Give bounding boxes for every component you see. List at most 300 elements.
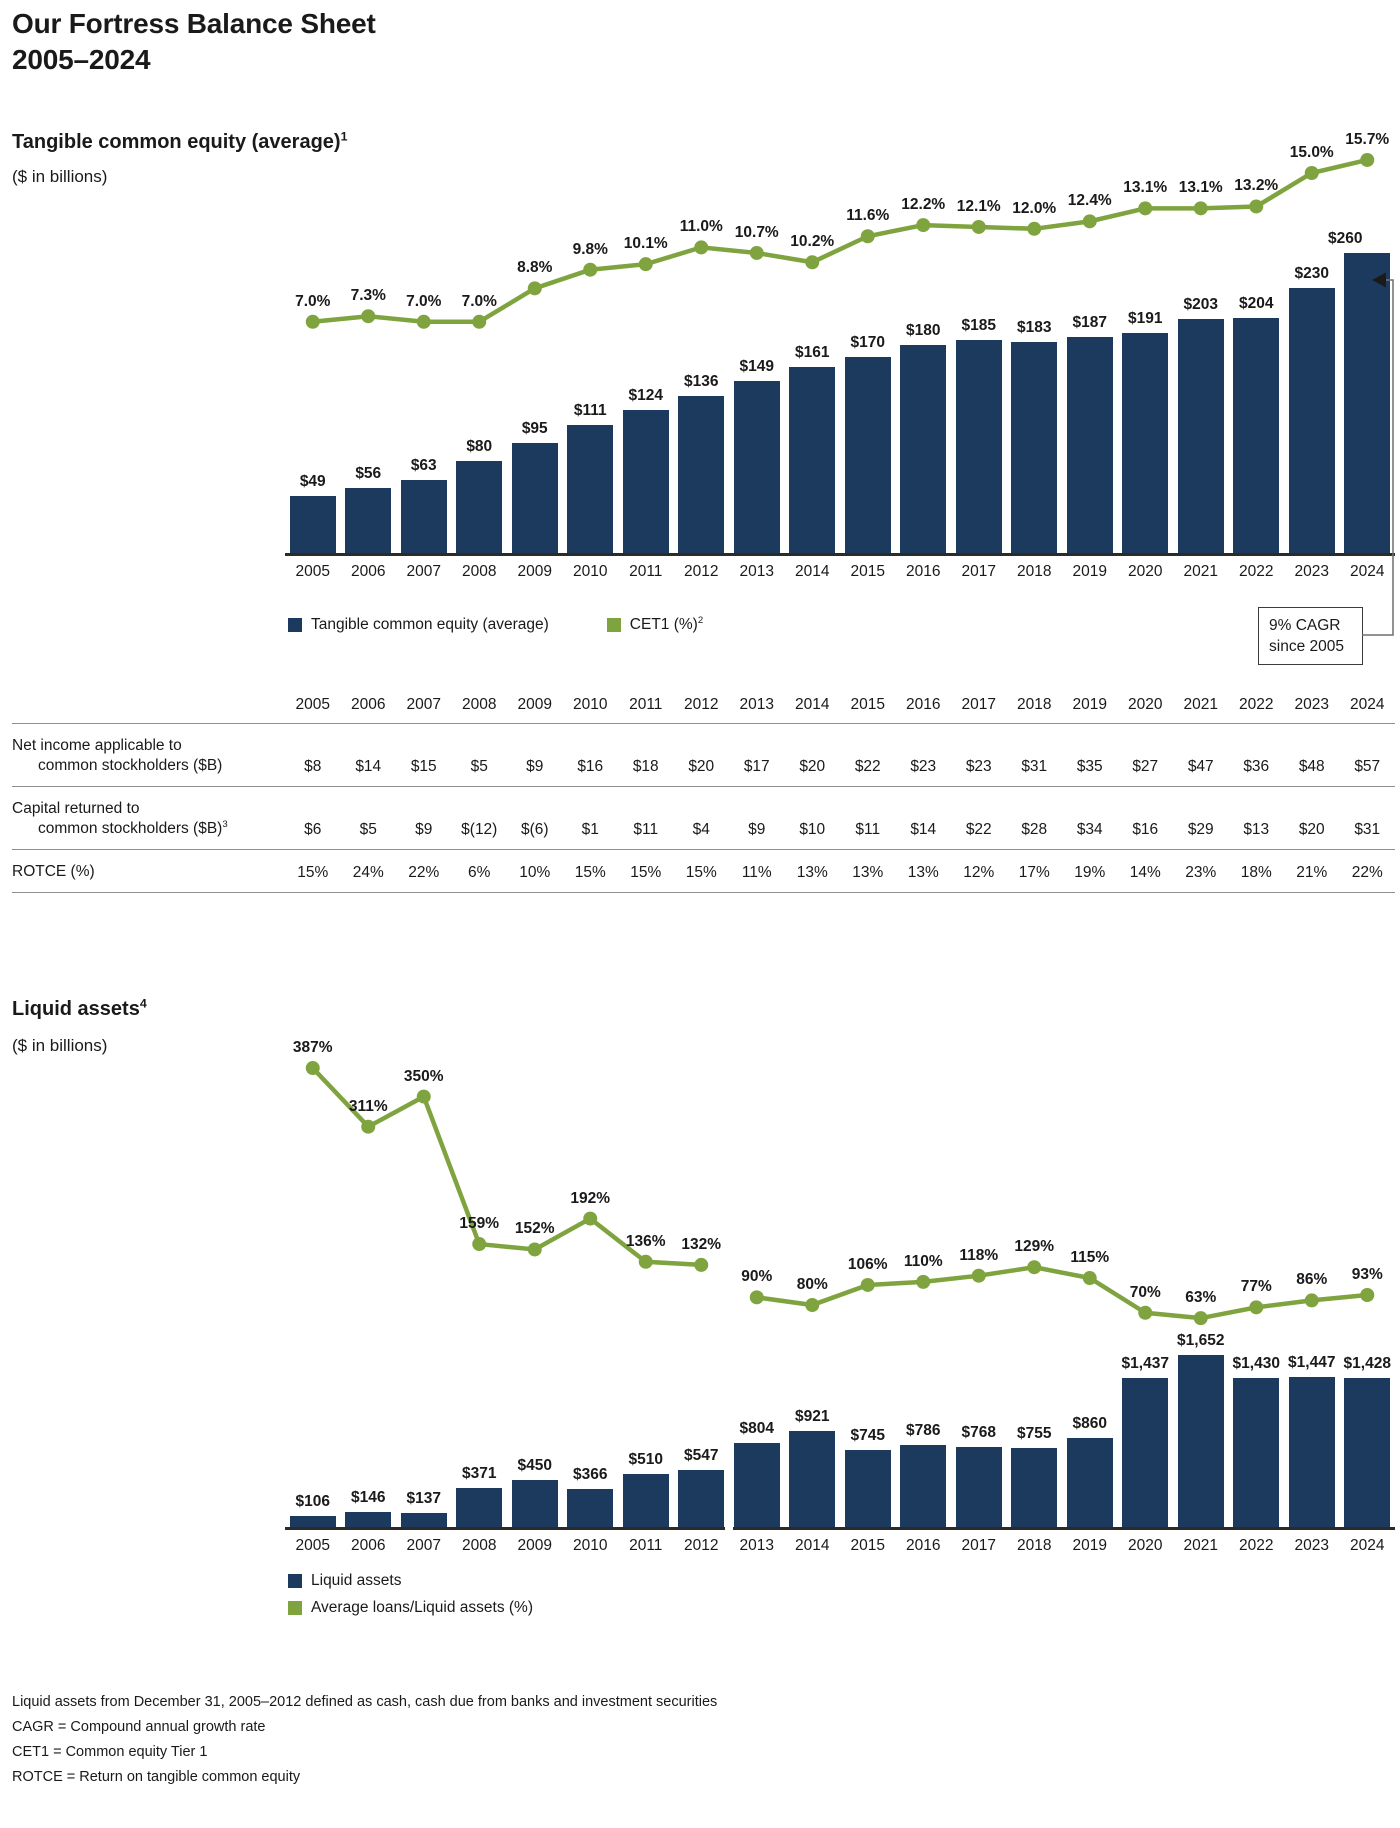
- bar-value-label: $260: [1328, 230, 1363, 247]
- trend-line-point: [528, 1242, 542, 1256]
- table-value-cell: $47: [1187, 758, 1214, 775]
- bar-value-label: $371: [462, 1465, 497, 1483]
- bar-2014: [789, 1431, 835, 1527]
- table-value-cell: $22: [965, 821, 992, 838]
- table-value-cell: 10%: [519, 864, 551, 881]
- bar-2007: [401, 1513, 447, 1527]
- table-year-header: 2006: [351, 696, 386, 713]
- table-row-label: [12, 724, 285, 786]
- bar-2018: [1011, 1448, 1057, 1527]
- table-value-cell: 13%: [796, 864, 828, 881]
- bar-2011: [623, 410, 669, 553]
- tce-chart: [285, 130, 1395, 580]
- trend-line-point: [750, 1290, 764, 1304]
- footnote-line: Liquid assets from December 31, 2005–2012 defined as cash, cash due from banks and investment securities: [12, 1694, 718, 1710]
- bar-value-label: $183: [1017, 318, 1052, 336]
- line-value-label: 77%: [1240, 1278, 1272, 1296]
- table-year-header: 2014: [795, 696, 830, 713]
- table-value-cell: $20: [1298, 821, 1325, 838]
- table-value-cell: $20: [799, 758, 826, 775]
- table-value-cell: $36: [1243, 758, 1270, 775]
- table-value-cell: $9: [526, 758, 544, 775]
- table-value-cell: $13: [1243, 821, 1270, 838]
- trend-line-point: [972, 1269, 986, 1283]
- bar-value-label: $187: [1072, 314, 1107, 332]
- table-value-cell: 22%: [1351, 864, 1383, 881]
- table-year-header: 2007: [406, 696, 441, 713]
- trend-line-point: [1305, 166, 1319, 180]
- year-label: 2006: [351, 563, 386, 580]
- table-value-cell: 15%: [574, 864, 606, 881]
- year-label: 2008: [462, 1537, 497, 1554]
- bar-value-label: $1,430: [1232, 1355, 1280, 1373]
- table-row: [12, 850, 1395, 893]
- bar-2012: [678, 1470, 724, 1527]
- table-value-cell: 22%: [408, 864, 440, 881]
- trend-line-point: [1360, 1288, 1374, 1302]
- table-value-cell: $6: [304, 821, 322, 838]
- bar-2013: [734, 1443, 780, 1527]
- bar-value-label: $547: [684, 1447, 719, 1465]
- table-value-cell: $48: [1298, 758, 1325, 775]
- legend-swatch-icon: [607, 618, 621, 632]
- x-axis-line: [285, 1527, 725, 1530]
- bar-2005: [290, 1516, 336, 1527]
- bar-2015: [845, 357, 891, 553]
- table-value-cell: $34: [1076, 821, 1103, 838]
- bar-2009: [512, 443, 558, 553]
- cagr-callout-line1: 9% CAGR: [1269, 617, 1341, 634]
- liquid-assets-chart: [285, 1039, 1395, 1554]
- line-value-label: 10.2%: [790, 233, 835, 251]
- bar-value-label: $1,437: [1121, 1354, 1169, 1372]
- x-axis-line: [285, 553, 1395, 556]
- line-value-label: 12.4%: [1067, 192, 1112, 210]
- table-value-cell: $23: [910, 758, 937, 775]
- table-value-cell: 13%: [907, 864, 939, 881]
- year-label: 2007: [406, 563, 441, 580]
- line-value-label: 387%: [292, 1039, 333, 1057]
- table-row: [12, 787, 1395, 850]
- trend-line-point: [972, 220, 986, 234]
- footnote-line: CAGR = Compound annual growth rate: [12, 1719, 266, 1735]
- year-label: 2019: [1072, 1537, 1107, 1554]
- bar-2005: [290, 496, 336, 553]
- table-value-cell: $14: [355, 758, 382, 775]
- bar-value-label: $136: [684, 373, 719, 391]
- trend-line-point: [1194, 1311, 1208, 1325]
- table-value-cell: $16: [577, 758, 604, 775]
- trend-line-point: [639, 257, 653, 271]
- bar-value-label: $106: [295, 1492, 330, 1510]
- year-label: 2023: [1294, 563, 1329, 580]
- table-row-label-line1: Capital returned to: [12, 800, 140, 817]
- table-value-cell: $31: [1021, 758, 1048, 775]
- cagr-arrow-icon: [1372, 273, 1386, 288]
- table-value-cell: $(6): [520, 821, 549, 838]
- footnotes: [12, 1690, 717, 1790]
- bar-value-label: $137: [406, 1489, 441, 1507]
- line-value-label: 129%: [1014, 1238, 1055, 1256]
- table-value-cell: 19%: [1074, 864, 1106, 881]
- bar-2022: [1233, 1378, 1279, 1527]
- trend-line-point: [306, 315, 320, 329]
- bar-value-label: $63: [410, 457, 437, 475]
- table-value-cell: $4: [692, 821, 710, 838]
- table-year-header: 2010: [573, 696, 608, 713]
- trend-line-point: [1027, 1260, 1041, 1274]
- line-value-label: 80%: [796, 1276, 828, 1294]
- section-liquid-units: ($ in billions): [12, 1036, 108, 1055]
- year-label: 2021: [1183, 563, 1218, 580]
- trend-line-point: [639, 1255, 653, 1269]
- trend-line-point: [694, 240, 708, 254]
- bar-2020: [1122, 333, 1168, 553]
- trend-line-point: [916, 218, 930, 232]
- bar-value-label: $49: [299, 473, 326, 491]
- trend-line-point: [1305, 1293, 1319, 1307]
- bar-value-label: $786: [906, 1422, 941, 1440]
- legend-label: CET1 (%)$^2$: [629, 614, 704, 633]
- bar-2013: [734, 381, 780, 553]
- year-label: 2019: [1072, 563, 1107, 580]
- bar-value-label: $366: [573, 1465, 608, 1483]
- table-value-cell: 24%: [352, 864, 384, 881]
- table-value-cell: $11: [633, 821, 659, 838]
- line-value-label: 13.2%: [1234, 177, 1279, 195]
- table-value-cell: $14: [910, 821, 937, 838]
- year-label: 2005: [295, 563, 330, 580]
- line-value-label: 136%: [625, 1232, 666, 1250]
- bar-2021: [1178, 1355, 1224, 1527]
- x-axis-line: [733, 1527, 1395, 1530]
- line-value-label: 7.0%: [295, 292, 331, 310]
- year-label: 2014: [795, 563, 830, 580]
- table-value-cell: $57: [1354, 758, 1381, 775]
- bar-value-label: $56: [355, 465, 382, 483]
- line-value-label: 93%: [1351, 1266, 1383, 1283]
- table-value-cell: $1: [581, 821, 599, 838]
- bar-2023: [1289, 1377, 1335, 1527]
- bar-value-label: $768: [961, 1424, 996, 1442]
- table-value-cell: 15%: [685, 864, 717, 881]
- legend-swatch-icon: [288, 618, 302, 632]
- table-value-cell: $22: [854, 758, 881, 775]
- table-value-cell: $15: [410, 758, 437, 775]
- bar-2017: [956, 340, 1002, 553]
- line-value-label: 7.0%: [461, 292, 497, 310]
- bar-2024: [1344, 1378, 1390, 1527]
- trend-line-point: [916, 1275, 930, 1289]
- table-year-header: 2005: [295, 696, 330, 713]
- table-year-header: 2022: [1239, 696, 1274, 713]
- line-value-label: 106%: [847, 1255, 888, 1273]
- line-value-label: 15.0%: [1289, 144, 1334, 161]
- legend-swatch-icon: [288, 1601, 302, 1615]
- table-header-row: [12, 690, 1395, 724]
- bar-2006: [345, 488, 391, 553]
- line-value-label: 159%: [459, 1215, 500, 1233]
- table-value-cell: 14%: [1129, 864, 1161, 881]
- year-label: 2020: [1128, 563, 1163, 580]
- table-value-cell: 18%: [1240, 864, 1272, 881]
- bar-2019: [1067, 1438, 1113, 1527]
- bar-2008: [456, 1488, 502, 1527]
- trend-line-point: [1138, 1306, 1152, 1320]
- table-value-cell: 21%: [1296, 864, 1328, 881]
- page-title-line2: 2005–2024: [12, 44, 151, 75]
- bar-2012: [678, 396, 724, 553]
- legend-item-tangible-common-equity-average: [288, 616, 549, 634]
- line-value-label: 115%: [1070, 1249, 1110, 1267]
- liquid-assets-chart-legend: [288, 1572, 533, 1617]
- table-year-header: 2013: [739, 696, 774, 713]
- bar-value-label: $450: [517, 1457, 552, 1475]
- table-row-label-line2: common stockholders ($B): [38, 757, 223, 774]
- bar-2014: [789, 367, 835, 553]
- table-value-cell: $9: [748, 821, 766, 838]
- bar-value-label: $161: [795, 344, 830, 362]
- table-value-cell: $35: [1076, 758, 1103, 775]
- table-value-cell: 15%: [297, 864, 329, 881]
- line-value-label: 192%: [570, 1189, 611, 1207]
- bar-2015: [845, 1450, 891, 1527]
- bar-value-label: $185: [961, 316, 996, 334]
- table-year-header: 2012: [684, 696, 719, 713]
- bar-value-label: $230: [1294, 264, 1329, 282]
- trend-line-point: [361, 309, 375, 323]
- table-year-header: 2017: [961, 696, 996, 713]
- bar-2021: [1178, 319, 1224, 553]
- line-value-label: 70%: [1129, 1283, 1161, 1301]
- line-value-label: 13.1%: [1123, 179, 1168, 197]
- year-label: 2020: [1128, 1537, 1163, 1554]
- year-label: 2009: [517, 1537, 552, 1554]
- table-value-cell: 12%: [963, 864, 995, 881]
- bar-2016: [900, 1445, 946, 1527]
- line-value-label: 152%: [514, 1220, 555, 1238]
- trend-line-point: [1083, 1271, 1097, 1285]
- year-label: 2011: [629, 1537, 663, 1554]
- legend-label: Liquid assets: [311, 1572, 402, 1589]
- trend-line-point: [694, 1258, 708, 1272]
- page-title-line1: Our Fortress Balance Sheet: [12, 8, 376, 39]
- trend-line-point: [1083, 214, 1097, 228]
- year-label: 2011: [629, 563, 663, 580]
- bar-value-label: $1,428: [1343, 1355, 1391, 1373]
- table-value-cell: $9: [415, 821, 433, 838]
- section-tce-heading-footnote-marker: 1: [340, 129, 348, 144]
- year-label: 2017: [961, 563, 996, 580]
- year-label: 2008: [462, 563, 497, 580]
- line-value-label: 10.1%: [623, 235, 668, 253]
- table-value-cell: 13%: [852, 864, 884, 881]
- table-value-cell: $20: [688, 758, 715, 775]
- table-value-cell: $5: [359, 821, 377, 838]
- line-value-label: 132%: [681, 1235, 722, 1253]
- table-year-header: 2020: [1128, 696, 1163, 713]
- trend-line-point: [805, 1298, 819, 1312]
- table-value-cell: $27: [1132, 758, 1159, 775]
- bar-value-label: $510: [628, 1450, 663, 1468]
- line-value-label: 11.6%: [846, 207, 890, 225]
- bar-value-label: $170: [850, 333, 885, 351]
- table-year-header: 2018: [1017, 696, 1052, 713]
- line-value-label: 13.1%: [1178, 179, 1223, 197]
- year-label: 2016: [906, 1537, 941, 1554]
- year-label: 2015: [850, 563, 885, 580]
- table-row-label-line1: ROTCE (%): [12, 863, 95, 880]
- table-year-header: 2009: [517, 696, 552, 713]
- year-label: 2007: [406, 1537, 441, 1554]
- line-value-label: 10.7%: [734, 223, 779, 241]
- table-value-cell: $5: [470, 758, 488, 775]
- legend-item-average-loans-liquid-assets: [288, 1599, 533, 1617]
- legend-item-liquid-assets: [288, 1572, 401, 1590]
- section-tce-heading-text: Tangible common equity (average): [12, 131, 341, 153]
- footnote-line: CET1 = Common equity Tier 1: [12, 1744, 208, 1760]
- trend-line-point: [1194, 201, 1208, 215]
- trend-line-point: [861, 229, 875, 243]
- year-label: 2013: [739, 563, 774, 580]
- year-label: 2017: [961, 1537, 996, 1554]
- line-value-label: 9.8%: [572, 240, 608, 258]
- bar-value-label: $203: [1183, 295, 1218, 313]
- line-value-label: 12.2%: [901, 196, 946, 214]
- bar-value-label: $745: [850, 1426, 885, 1444]
- trend-line-point: [306, 1061, 320, 1075]
- page-title: [12, 6, 376, 78]
- trend-line-point: [805, 255, 819, 269]
- line-value-label: 8.8%: [517, 259, 553, 277]
- year-label: 2006: [351, 1537, 386, 1554]
- line-value-label: 86%: [1296, 1271, 1328, 1289]
- section-liquid-heading-footnote-marker: 4: [139, 996, 147, 1011]
- table-row-label-line2: common stockholders ($B)$^3$: [38, 818, 228, 837]
- table-year-header: 2016: [906, 696, 941, 713]
- trend-line-point: [1249, 199, 1263, 213]
- table-value-cell: $29: [1187, 821, 1214, 838]
- table-value-cell: $18: [632, 758, 659, 775]
- table-value-cell: $28: [1021, 821, 1048, 838]
- year-label: 2018: [1017, 563, 1052, 580]
- bar-value-label: $149: [739, 358, 774, 376]
- table-value-cell: $23: [965, 758, 992, 775]
- year-label: 2010: [573, 563, 608, 580]
- trend-line-point: [1027, 222, 1041, 236]
- year-label: 2013: [739, 1537, 774, 1554]
- trend-line-point: [528, 281, 542, 295]
- line-value-label: 15.7%: [1345, 130, 1390, 148]
- legend-item-cet1: [607, 616, 703, 634]
- table-year-header: 2019: [1072, 696, 1107, 713]
- trend-line-point: [417, 315, 431, 329]
- year-label: 2015: [850, 1537, 885, 1554]
- trend-line-point: [361, 1120, 375, 1134]
- bar-value-label: $804: [739, 1420, 774, 1438]
- trend-line-point: [472, 1237, 486, 1251]
- line-value-label: 11.0%: [679, 218, 723, 236]
- bar-value-label: $80: [466, 437, 493, 455]
- year-label: 2024: [1350, 563, 1385, 580]
- trend-line-point: [861, 1278, 875, 1292]
- line-value-label: 90%: [741, 1268, 773, 1286]
- table-value-cell: $16: [1132, 821, 1159, 838]
- trend-line-point: [1360, 153, 1374, 167]
- table-value-cell: $10: [799, 821, 826, 838]
- table-row: [12, 724, 1395, 787]
- line-value-label: 7.0%: [406, 292, 442, 310]
- bar-2010: [567, 1489, 613, 1527]
- year-label: 2022: [1239, 563, 1274, 580]
- trend-line-point: [472, 315, 486, 329]
- bar-2020: [1122, 1378, 1168, 1527]
- table-row-label: [12, 850, 285, 892]
- line-value-label: 110%: [903, 1252, 943, 1270]
- table-year-header: 2008: [462, 696, 497, 713]
- bar-value-label: $1,447: [1288, 1353, 1336, 1371]
- section-liquid-heading: [12, 998, 147, 1021]
- line-value-label: 7.3%: [350, 287, 386, 305]
- bar-2018: [1011, 342, 1057, 553]
- table-row-label-footnote-marker: 3: [222, 818, 228, 830]
- table-value-cell: $31: [1354, 821, 1381, 838]
- bar-value-label: $95: [521, 420, 548, 438]
- bar-value-label: $860: [1072, 1414, 1107, 1432]
- table-value-cell: 11%: [741, 864, 772, 881]
- line-value-label: 63%: [1185, 1289, 1217, 1307]
- year-label: 2022: [1239, 1537, 1274, 1554]
- cagr-connector-line: [1320, 240, 1400, 640]
- table-value-cell: 15%: [630, 864, 662, 881]
- footnote-line: ROTCE = Return on tangible common equity: [12, 1769, 301, 1785]
- legend-swatch-icon: [288, 1574, 302, 1588]
- table-row-label: [12, 787, 285, 849]
- bar-2009: [512, 1480, 558, 1527]
- year-label: 2021: [1183, 1537, 1218, 1554]
- table-year-header: 2024: [1350, 696, 1385, 713]
- year-label: 2012: [684, 563, 719, 580]
- table-year-header: 2023: [1294, 696, 1329, 713]
- legend-footnote-marker: 2: [697, 614, 704, 626]
- trend-line-point: [583, 263, 597, 277]
- financials-table: [12, 690, 1395, 893]
- legend-label: Average loans/Liquid assets (%): [311, 1599, 534, 1616]
- table-value-cell: 17%: [1018, 864, 1050, 881]
- bar-2007: [401, 480, 447, 553]
- bar-2016: [900, 345, 946, 553]
- cagr-connector-path: [1362, 280, 1393, 635]
- year-label: 2010: [573, 1537, 608, 1554]
- year-label: 2009: [517, 563, 552, 580]
- year-label: 2014: [795, 1537, 830, 1554]
- bar-2010: [567, 425, 613, 553]
- trend-line-point: [1138, 201, 1152, 215]
- table-value-cell: 23%: [1185, 864, 1217, 881]
- line-value-label: 118%: [959, 1246, 999, 1264]
- bar-2017: [956, 1447, 1002, 1527]
- table-corner-cell: [12, 708, 285, 723]
- trend-line-point: [1249, 1300, 1263, 1314]
- section-liquid-heading-text: Liquid assets: [12, 998, 140, 1020]
- line-value-label: 12.1%: [956, 197, 1001, 215]
- bar-2011: [623, 1474, 669, 1527]
- year-label: 2024: [1350, 1537, 1385, 1554]
- bar-value-label: $191: [1128, 309, 1163, 327]
- trend-line-point: [417, 1090, 431, 1104]
- table-value-cell: $17: [743, 758, 770, 775]
- trend-line-point: [750, 246, 764, 260]
